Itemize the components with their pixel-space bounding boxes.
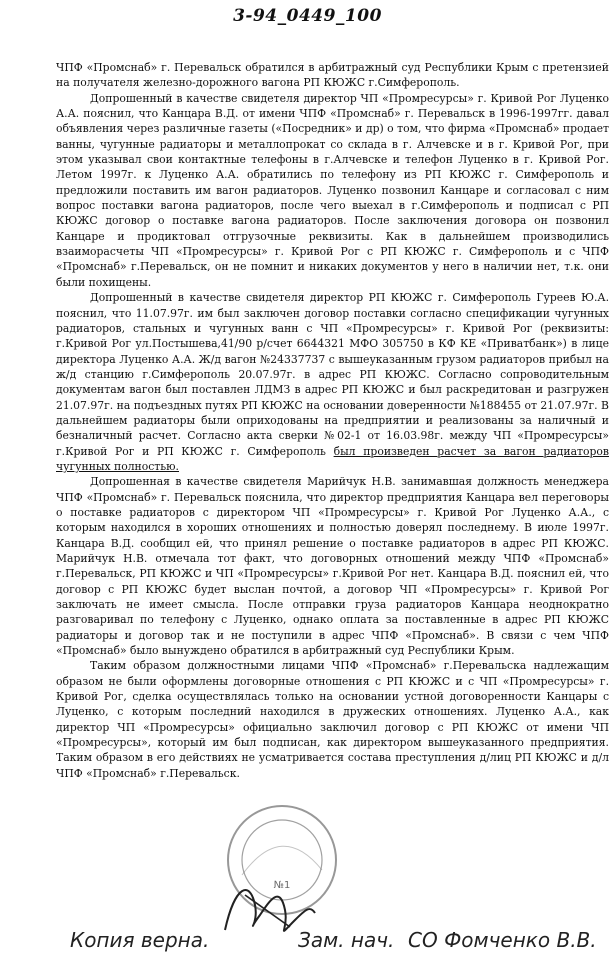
- certified-copy-note: Копия верна.: [70, 928, 210, 952]
- paragraph-5: Таким образом должностными лицами ЧПФ «Промснаб» г.Перевальска надлежащим образом не были оформлены договорные отношения с РП КЮЖС и с ЧП «Промресурсы» г. Кривой Рог, сделка осуществлялась только на основании устной договоренности Канцары с Луценко, с которым последний находился в дружеских отношениях. Луценко А.А., как директор ЧП «Промресурсы» официально заключил договор с РП КЮЖС от имени ЧП «Промресурсы», который им был подписан, как директором вышеуказанного предприятия. Таким образом в его действиях не усматривается состава преступления д/лиц РП КЮЖС и д/л ЧПФ «Промснаб» г.Перевальск.: [56, 659, 609, 780]
- certification-footer: [70, 928, 610, 960]
- paragraph-1: ЧПФ «Промснаб» г. Перевальск обратился в арбитражный суд Республики Крым с претензией на получателя железно-дорожного вагона РП КЮЖС г.Симферополь.: [56, 61, 609, 90]
- paragraph-2: Допрошенный в качестве свидетеля директор ЧП «Промресурсы» г. Кривой Рог Луценко А.А. пояснил, что Канцара В.Д. от имени ЧПФ «Промснаб» г. Перевальск в 1996-1997гг. давал объявления через различные газеты («Посредник» и др) о том, что фирма «Промснаб» продает ванны, чугунные радиаторы и металлопрокат со склада в г. Алчевске и в г. Кривой Рог, при этом указывал свои контактные телефоны в г.Алчевске и телефон Луценко в г. Кривой Рог. Летом 1997г. к Луценко А.А. обратились по телефону из РП КЮЖС г. Симферополь и предложили поставить им вагон радиаторов. Луценко позвонил Канцаре и согласовал с ним вопрос поставки вагона радиаторов, после чего выехал в г.Симферополь и подписал с РП КЮЖС договор о поставке вагона радиаторов. После заключения договора он позвонил Канцаре и продиктовал отгрузочные реквизиты. Как в дальнейшем производились взаиморасчеты ЧП «Промресурсы» г. Кривой Рог с РП КЮЖС г. Симферополь и с ЧПФ «Промснаб» г.Перевальск, он не помнит и никаких документов у него в наличии нет, т.к. они были похищены.: [56, 91, 609, 289]
- document-body: [56, 60, 609, 781]
- stamp-number: №1: [273, 880, 291, 891]
- paragraph-3: [56, 290, 609, 474]
- paragraph-3-text: Допрошенный в качестве свидетеля директор РП КЮЖС г. Симферополь Гуреев Ю.А. пояснил, что 11.07.97г. им был заключен договор поставки согласно спецификации чугунных радиаторов, стальных и чугунных ванн с ЧП «Промресурсы» г. Кривой Рог (реквизиты: г.Кривой Рог ул.Постышева,41/90 р/счет 6644321 МФО 305750 в КФ КЕ «Приватбанк») в лице директора Луценко А.А. Ж/д вагон №24337737 с вышеуказанным грузом радиаторов прибыл на ж/д станцию г.Симферополь 20.07.97г. в адрес РП КЮЖС. Согласно сопроводительным документам вагон был поставлен ЛДМЗ в адрес РП КЮЖС и был раскредитован и разгружен 21.07.97г. на подъездных путях РП КЮЖС на основании доверенности №188455 от 21.07.97г. В дальнейшем радиаторы были оприходованы на предприятии и реализованы за наличный и безналичный расчет. Согласно акта сверки №02-1 от 16.03.98г. между ЧП «Промресурсы» г.Кривой Рог и РП КЮЖС г. Симферополь: [56, 291, 609, 458]
- signer-name: СО Фомченко В.В.: [408, 928, 597, 952]
- paragraph-4: Допрошенная в качестве свидетеля Марийчук Н.В. занимавшая должность менеджера ЧПФ «Промснаб» г. Перевальск пояснила, что директор предприятия Канцара вел переговоры о поставке радиаторов с директором ЧП «Промресурсы» г. Кривой Рог Луценко А.А., с которым находился в хороших отношениях и полностью доверял последнему. В июле 1997г. Канцара В.Д. сообщил ей, что принял решение о поставке радиаторов в адрес РП КЮЖС. Марийчук Н.В. отмечала тот факт, что договорных отношений между ЧПФ «Промснаб» г.Перевальск, РП КЮЖС и ЧП «Промресурсы» г.Кривой Рог нет. Канцара В.Д. пояснил ей, что договор с РП КЮЖС будет выслан почтой, а договор ЧП «Промресурсы» г. Кривой Рог заключать не имеет смысла. После отправки груза радиаторов Канцара неоднократно разговаривал по телефону с Луценко, однако оплата за поставленные в адрес РП КЮЖС радиаторы и договор так и не поступили в адрес ЧПФ «Промснаб». В связи с чем ЧПФ «Промснаб» было вынуждено обратился в арбитражный суд Республики Крым.: [56, 475, 609, 658]
- paragraph-3-underlined: был произведен расчет за вагон радиаторов чугунных полностью.: [56, 444, 609, 473]
- signer-position: Зам. нач.: [298, 928, 395, 952]
- document-id: 3-94_0449_100: [233, 6, 382, 26]
